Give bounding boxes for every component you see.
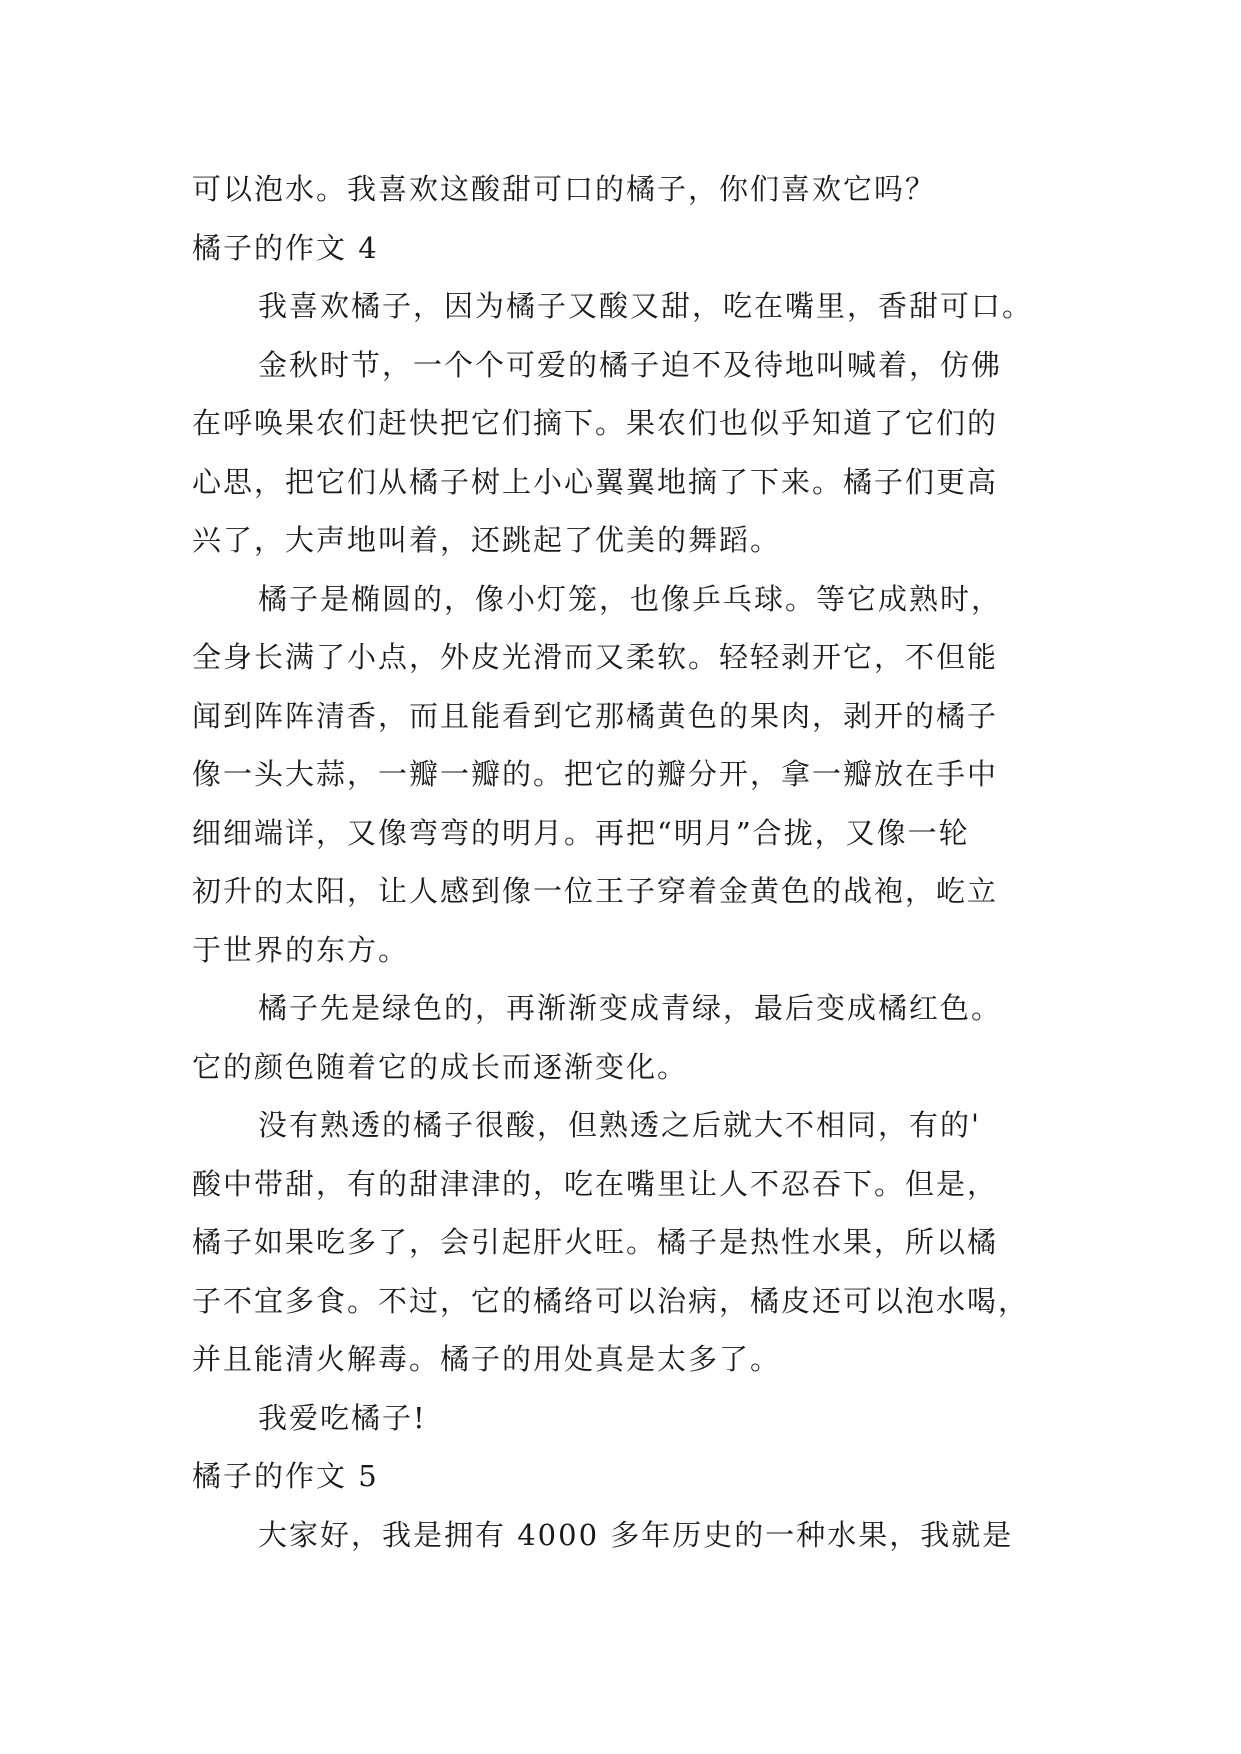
text-line: 橘子如果吃多了，会引起肝火旺。橘子是热性水果，所以橘 — [192, 1225, 999, 1259]
text-line: 心思，把它们从橘子树上小心翼翼地摘了下来。橘子们更高 — [192, 464, 999, 499]
paragraph-first-line: 大家好，我是拥有 4000 多年历史的一种水果，我就是 — [258, 1517, 1014, 1552]
text-line: 像一头大蒜，一瓣一瓣的。把它的瓣分开，拿一瓣放在手中 — [192, 757, 999, 791]
paragraph-first-line: 金秋时节，一个个可爱的橘子迫不及待地叫喊着，仿佛 — [258, 347, 1003, 382]
paragraph-first-line: 没有熟透的橘子很酸，但熟透之后就大不相同，有的' — [258, 1108, 981, 1142]
text-line: 并且能清火解毒。橘子的用处真是太多了。 — [192, 1342, 782, 1376]
text-line: 兴了，大声地叫着，还跳起了优美的舞蹈。 — [192, 523, 782, 557]
section-heading: 橘子的作文 5 — [192, 1459, 379, 1493]
text-line: 可以泡水。我喜欢这酸甜可口的橘子，你们喜欢它吗？ — [192, 172, 937, 206]
text-line: 全身长满了小点，外皮光滑而又柔软。轻轻剥开它，不但能 — [192, 640, 999, 674]
text-line: 它的颜色随着它的成长而逐渐变化。 — [192, 1049, 689, 1084]
paragraph-first-line: 我爱吃橘子! — [258, 1400, 427, 1435]
document-page — [192, 160, 1072, 1564]
text-line: 闻到阵阵清香，而且能看到它那橘黄色的果肉，剥开的橘子 — [192, 698, 999, 733]
text-line: 细细端详，又像弯弯的明月。再把“明月”合拢，又像一轮 — [192, 815, 970, 850]
text-line: 初升的太阳，让人感到像一位王子穿着金黄色的战袍，屹立 — [192, 874, 999, 908]
paragraph-first-line: 橘子是椭圆的，像小灯笼，也像乒乓球。等它成熟时， — [258, 581, 1003, 616]
paragraph-first-line: 我喜欢橘子，因为橘子又酸又甜，吃在嘴里，香甜可口。 — [258, 289, 1034, 323]
paragraph-first-line: 橘子先是绿色的，再渐渐变成青绿，最后变成橘红色。 — [258, 991, 1003, 1025]
text-line: 子不宜多食。不过，它的橘络可以治病，橘皮还可以泡水喝， — [192, 1283, 1030, 1318]
section-heading: 橘子的作文 4 — [192, 230, 379, 265]
text-line: 于世界的东方。 — [192, 932, 410, 967]
text-line: 酸中带甜，有的甜津津的，吃在嘴里让人不忍吞下。但是， — [192, 1166, 999, 1201]
text-line: 在呼唤果农们赶快把它们摘下。果农们也似乎知道了它们的 — [192, 406, 999, 440]
